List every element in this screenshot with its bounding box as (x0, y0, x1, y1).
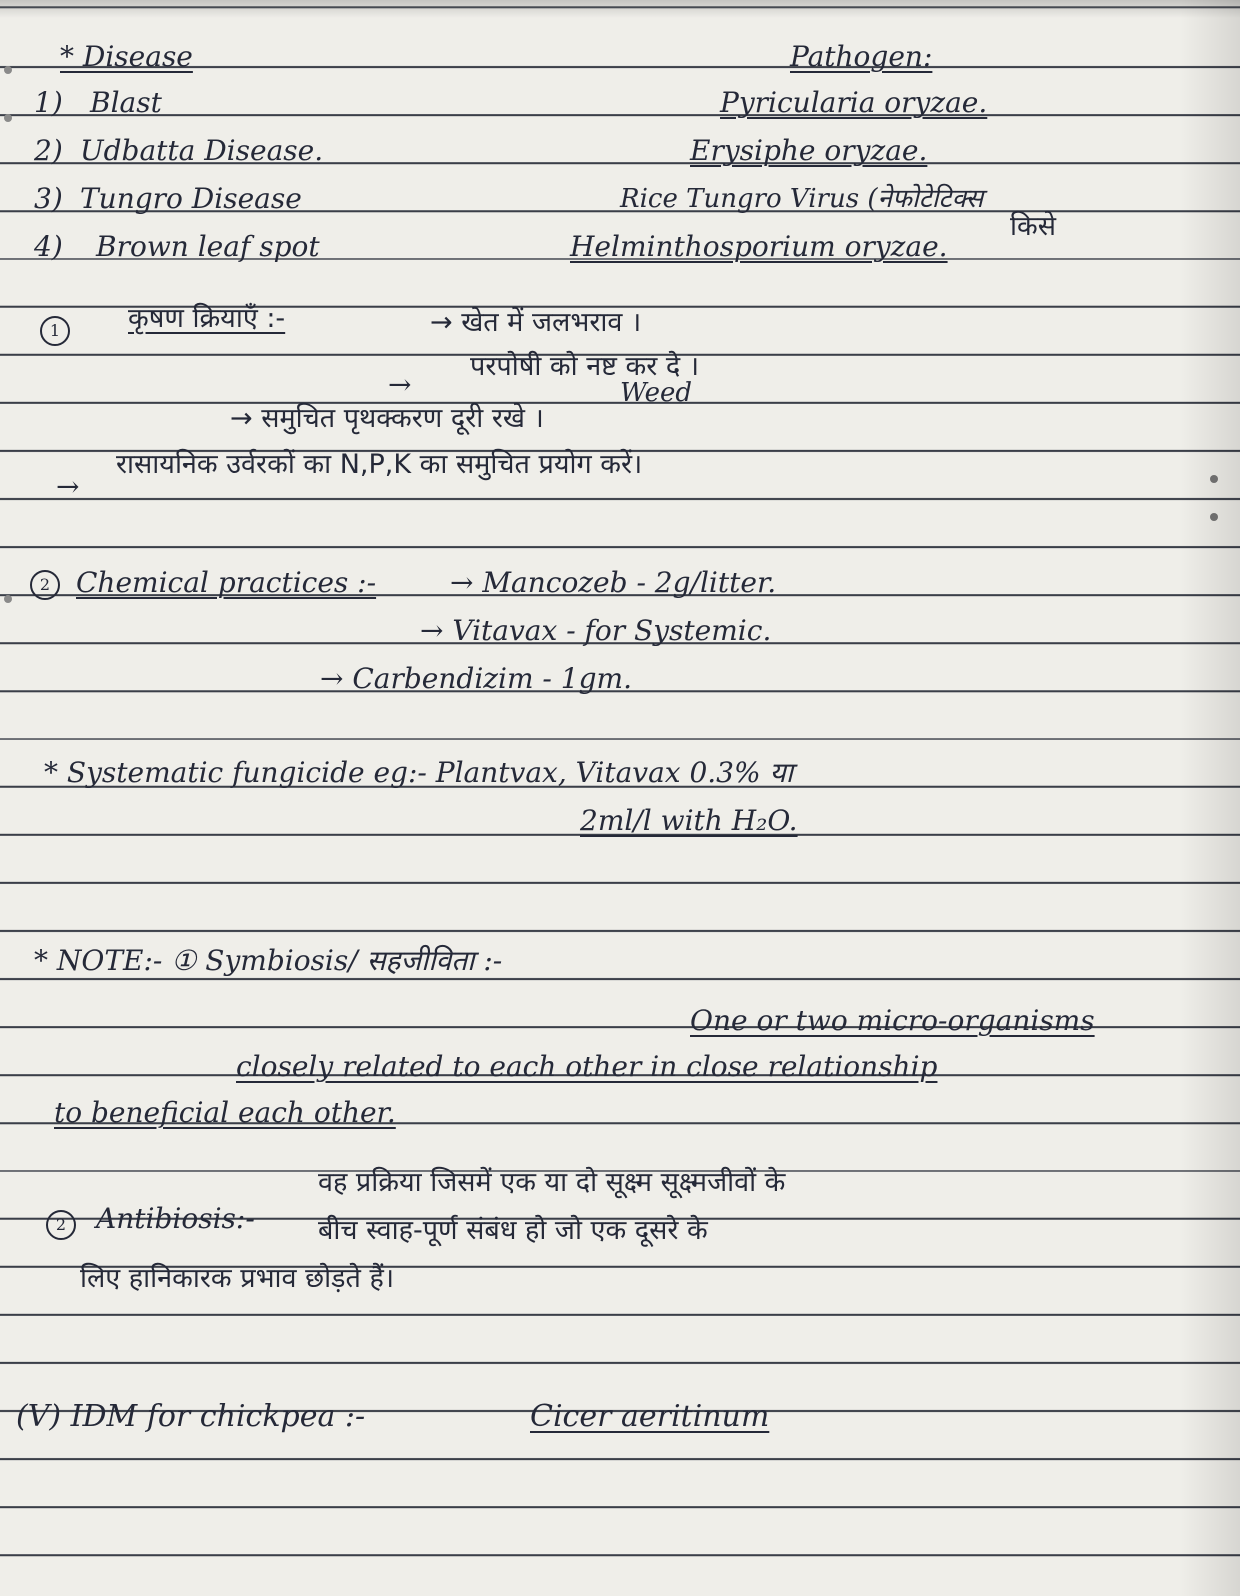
pathogen-name: Helminthosporium oryzae. (570, 230, 948, 263)
cultural-title: कृषण क्रियाएँ :- (128, 303, 286, 334)
disease-name: Blast (90, 86, 162, 119)
pathogen-name: Rice Tungro Virus (नेफोटेटिक्स (620, 184, 984, 214)
pathogen-heading: Pathogen: (790, 40, 933, 73)
margin-hole (4, 66, 12, 74)
margin-hole (1210, 513, 1218, 521)
chemical-item: → Carbendizim - 1gm. (320, 662, 632, 695)
antibiosis-line-1: वह प्रक्रिया जिसमें एक या दो सूक्ष्म सूक्ष्मजीवों के (318, 1167, 786, 1198)
weed-word: Weed (620, 378, 693, 408)
chemical-item: → Mancozeb - 2g/litter. (450, 566, 777, 599)
idm-title: (V) IDM for chickpea :- (16, 1399, 366, 1434)
systematic-line-1: * Systematic fungicide eg:- Plantvax, Vitavax 0.3% या (44, 756, 793, 789)
section-antibiosis (46, 1206, 84, 1240)
note-line-1: One or two micro-organisms (690, 1004, 1095, 1037)
chemical-title: Chemical practices :- (76, 566, 377, 599)
section-cultural (40, 312, 78, 346)
disease-number: 3) (34, 182, 63, 215)
cultural-line-2: परपोषी को नष्ट कर दे । (470, 351, 700, 382)
margin-hole (4, 595, 12, 603)
note-line-2: closely related to each other in close relationship (236, 1050, 938, 1083)
disease-heading: * Disease (60, 40, 193, 73)
cultural-line-3: → समुचित पृथक्करण दूरी रखे । (230, 403, 544, 434)
pathogen-extra: किसे (1010, 211, 1056, 242)
margin-hole (4, 114, 12, 122)
cultural-line-4: रासायनिक उर्वरकों का N,P,K का समुचित प्रयोग करें। (116, 449, 643, 480)
disease-number: 4) (34, 230, 63, 263)
disease-name: Tungro Disease (80, 182, 302, 215)
chemical-item: → Vitavax - for Systemic. (420, 614, 772, 647)
pathogen-name: Erysiphe oryzae. (690, 134, 928, 167)
section-marker: 2 (46, 1210, 76, 1240)
antibiosis-line-3: लिए हानिकारक प्रभाव छोड़ते हैं। (80, 1263, 395, 1294)
arrow-marker: → (56, 470, 80, 503)
systematic-line-2: 2ml/l with H₂O. (580, 804, 798, 837)
disease-number: 1) (34, 86, 63, 119)
section-marker: 2 (30, 570, 60, 600)
antibiosis-title: Antibiosis:- (96, 1202, 255, 1235)
right-shadow (1180, 0, 1240, 1596)
disease-name: Udbatta Disease. (80, 134, 324, 167)
note-line-3: to beneficial each other. (54, 1096, 396, 1129)
section-marker: 1 (40, 316, 70, 346)
disease-number: 2) (34, 134, 63, 167)
section-chemical (30, 566, 68, 600)
antibiosis-line-2: बीच स्वाह-पूर्ण संबंध हो जो एक दूसरे के (318, 1215, 708, 1246)
top-shadow (0, 0, 1240, 18)
disease-name: Brown leaf spot (96, 230, 320, 263)
arrow-small: → (388, 368, 412, 401)
note-title: * NOTE:- ① Symbiosis/ सहजीविता :- (34, 944, 503, 977)
idm-scientific-name: Cicer aeritinum (530, 1399, 770, 1434)
margin-hole (1210, 475, 1218, 483)
cultural-line-1: → खेत में जलभराव । (430, 307, 642, 338)
pathogen-name: Pyricularia oryzae. (720, 86, 988, 119)
